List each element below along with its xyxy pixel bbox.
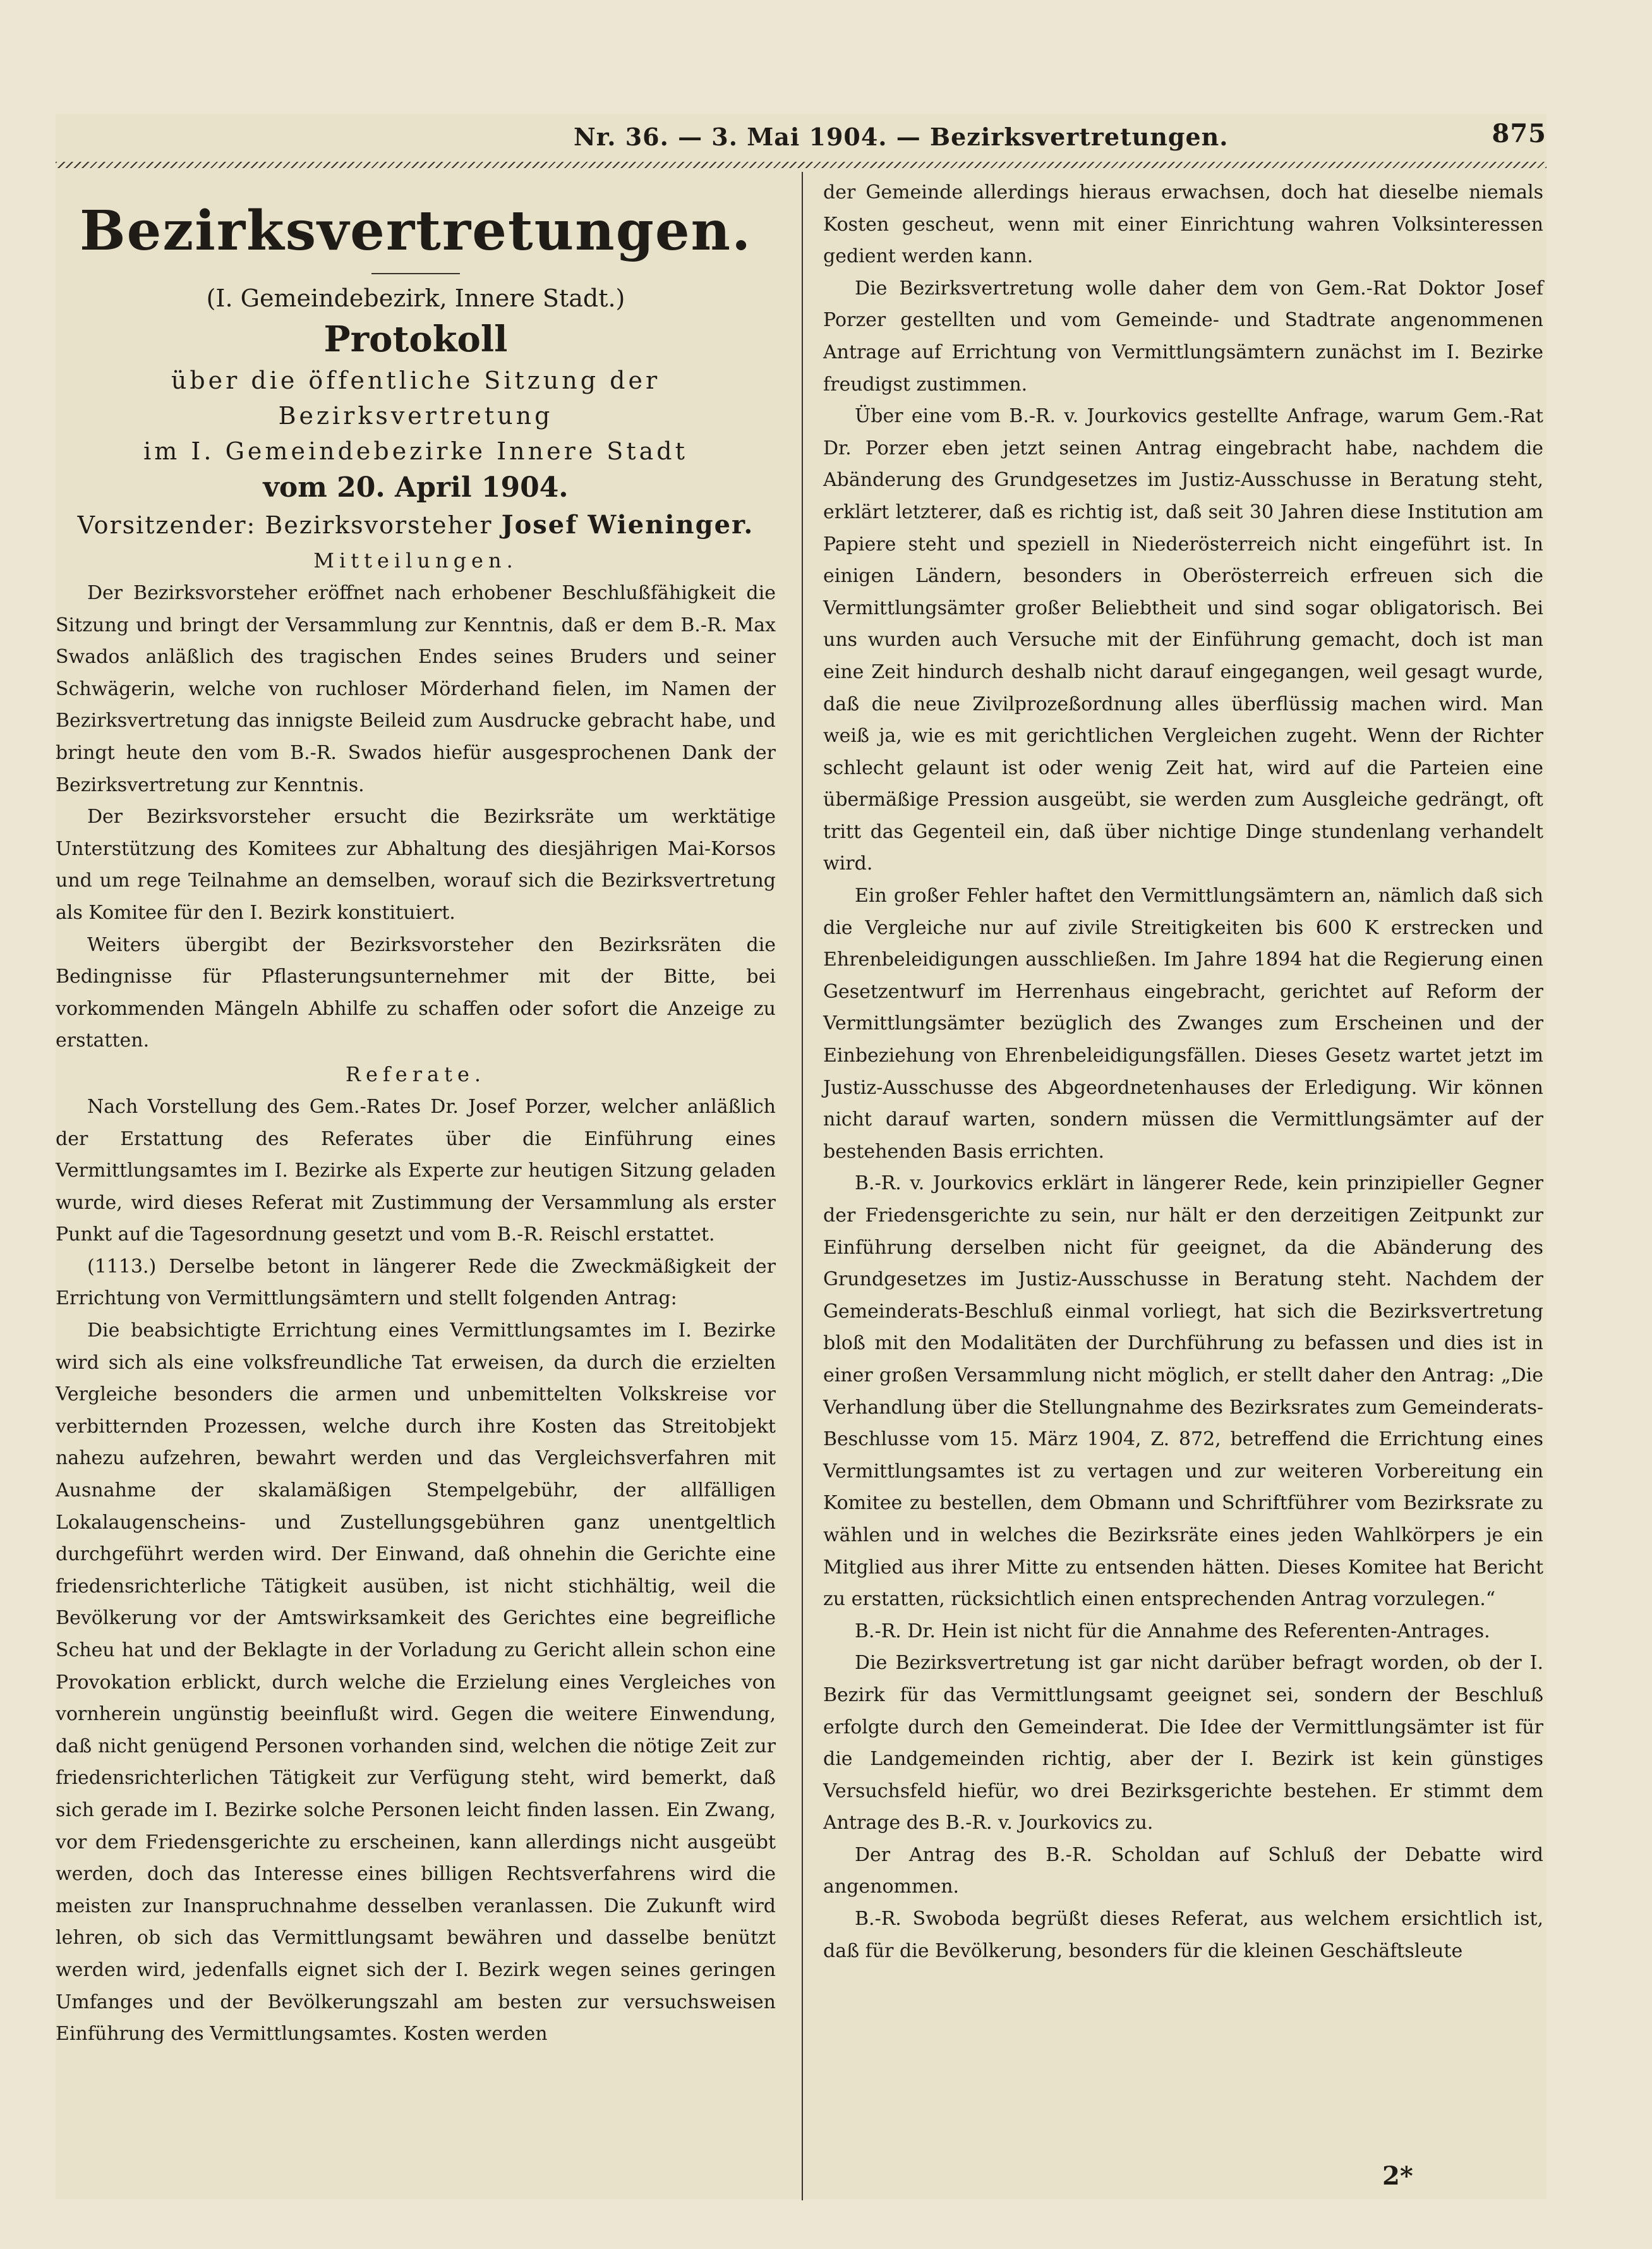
right-paragraph-8: Der Antrag des B.-R. Scholdan auf Schluß der Debatte wird angenommen. xyxy=(823,1843,1543,1898)
left-paragraph-3: Weiters übergibt der Bezirksvorsteher den Bezirksräten die Bedingnisse für Pflasterungsunternehmer mit der Bitte, bei vorkommenden Mängeln Abhilfe zu schaffen oder sofort die Anzeige zu erstatten. xyxy=(56,933,776,1052)
chair-label: Vorsitzender: Bezirksvorsteher xyxy=(77,511,493,539)
right-paragraph-4: Ein großer Fehler haftet den Vermittlungsämtern an, nämlich daß sich die Vergleiche nur auf zivile Streitigkeiten bis 600 K erstrecken und Ehrenbeleidigungen ausschließen. Im Jahre 1894 hat die Regierung einen Gesetzentwurf im Herrenhaus eingebracht, gerichtet auf Reform der Vermittlungsämter bezüglich des Zwanges zum Erscheinen und der Einbeziehung von Ehrenbeleidigungsfällen. Dieses Gesetz wartet jetzt im Justiz-Ausschusse des Abgeordnetenhauses der Erledigung. Wir können nicht darauf warten, sondern müssen die Vermittlungsämter auf der bestehenden Basis errichten. xyxy=(823,885,1543,1163)
left-paragraph-2: Der Bezirksvorsteher ersucht die Bezirksräte um werktätige Unterstützung des Komitees zur Abhaltung des diesjährigen Mai-Korsos und um rege Teilnahme an demselben, worauf sich die Bezirksvertretung als Komitee für den I. Bezirk konstituiert. xyxy=(56,806,776,924)
left-paragraph-1: Der Bezirksvorsteher eröffnet nach erhobener Beschlußfähigkeit die Sitzung und bringt der Versammlung zur Kenntnis, daß er dem B.-R. Max Swados anläßlich des tragischen Endes seines Bruders und seiner Schwägerin, welche von ruchloser Mörderhand fielen, im Namen der Bezirksvertretung das innigste Beileid zum Ausdrucke gebracht habe, und bringt heute den vom B.-R. Swados hiefür ausgesprochenen Dank der Bezirksvertretung zur Kenntnis. xyxy=(56,582,776,796)
right-paragraph-2: Die Bezirksvertretung wolle daher dem von Gem.-Rat Doktor Josef Porzer gestellten und vom Gemeinde- und Stadtrate angenommenen Antrage auf Errichtung von Vermittlungsämtern zunächst im I. Bezirke freudigst zustimmen. xyxy=(823,277,1543,396)
column-divider xyxy=(802,172,803,2200)
newspaper-page xyxy=(56,114,1546,2199)
page-number: 875 xyxy=(1492,119,1546,149)
right-paragraph-3: Über eine vom B.-R. v. Jourkovics gestellte Anfrage, warum Gem.-Rat Dr. Porzer eben jetzt seinen Antrag eingebracht habe, nachdem die Abänderung des Grundgesetzes im Justiz-Ausschusse in Beratung steht, erklärt letzterer, daß es richtig ist, daß seit 30 Jahren diese Institution am Papiere steht und speziell in Niederösterreich nicht eingeführt ist. In einigen Ländern, besonders in Oberösterreich erfreuen sich die Vermittlungsämter großer Beliebtheit und sind sogar obligatorisch. Bei uns wurden auch Versuche mit der Einführung gemacht, doch ist man eine Zeit hindurch deshalb nicht darauf eingegangen, weil gesagt wurde, daß die neue Zivilprozeßordnung alles überflüssig machen wird. Man weiß ja, wie es mit gerichtlichen Vergleichen zugeht. Wenn der Richter schlecht gelaunt ist oder wenig Zeit hat, wird auf die Parteien eine übermäßige Pression ausgeübt, sie werden zum Ausgleiche gedrängt, oft tritt das Gegenteil ein, daß über nichtige Dinge stundenlang verhandelt wird. xyxy=(823,405,1543,875)
left-column xyxy=(56,177,776,2051)
session-date: vom 20. April 1904. xyxy=(263,471,569,504)
protokoll-heading: Protokoll xyxy=(323,318,508,360)
left-paragraph-5: (1113.) Derselbe betont in längerer Rede die Zweckmäßigkeit der Errichtung von Vermittlungsämtern und stellt folgenden Antrag: xyxy=(56,1255,776,1310)
about-line-1: über die öffentliche Sitzung der Bezirksvertretung xyxy=(171,367,661,430)
chair-line xyxy=(56,507,776,543)
running-head-text: Nr. 36. — 3. Mai 1904. — Bezirksvertretungen. xyxy=(574,123,1229,151)
title-rule xyxy=(371,273,460,274)
right-paragraph-6: B.-R. Dr. Hein ist nicht für die Annahme des Referenten-Antrages. xyxy=(855,1620,1490,1642)
header-wavy-rule xyxy=(56,162,1546,168)
left-paragraph-6: Die beabsichtigte Errichtung eines Vermittlungsamtes im I. Bezirke wird sich als eine volksfreundliche Tat erweisen, da durch die erzielten Vergleiche besonders die armen und unbemittelten Volkskreise vor verbitternden Prozessen, welche durch ihre Kosten das Streitobjekt nahezu aufzehren, bewahrt werden und das Vergleichsverfahren mit Ausnahme der skalamäßigen Stempelgebühr, der allfälligen Lokalaugenscheins- und Zustellungsgebühren ganz unentgeltlich durchgeführt werden wird. Der Einwand, daß ohnehin die Gerichte eine friedensrichterliche Tätigkeit ausüben, ist nicht stichhältig, weil die Bevölkerung vor der Amtswirksamkeit des Gerichtes eine begreifliche Scheu hat und der Beklagte in der Vorladung zu Gericht allein schon eine Provokation erblickt, durch welche die Erzielung eines Vergleiches von vornherein ungünstig beeinflußt wird. Gegen die weitere Einwendung, daß nicht genügend Personen vorhanden sind, welchen die nötige Zeit zur friedensrichterlichen Tätigkeit zur Verfügung steht, wird bemerkt, daß sich gerade im I. Bezirke solche Personen leicht finden lassen. Ein Zwang, vor dem Friedensgerichte zu erscheinen, kann allerdings nicht ausgeübt werden, doch das Interesse eines billigen Rechtsverfahrens wird die meisten zur Inanspruchnahme desselben veranlassen. Die Zukunft wird lehren, ob sich das Vermittlungsamt bewähren und dasselbe benützt werden wird, jedenfalls eignet sich der I. Bezirk wegen seines geringen Umfanges und der Bevölkerungszahl am besten zur versuchsweisen Einführung des Vermittlungsamtes. Kosten werden xyxy=(56,1319,776,2046)
chair-name: Josef Wieninger. xyxy=(501,510,754,540)
section-title: Bezirksvertretungen. xyxy=(79,199,752,263)
district-subheading: (I. Gemeindebezirk, Innere Stadt.) xyxy=(206,284,625,312)
running-head xyxy=(574,114,1546,158)
mitteilungen-heading: Mitteilungen. xyxy=(313,549,518,573)
right-paragraph-7: Die Bezirksvertretung ist gar nicht darüber befragt worden, ob der I. Bezirk für das Vermittlungsamt geeignet sei, sondern der Beschluß erfolgte durch den Gemeinderat. Die Idee der Vermittlungsämter ist für die Landgemeinden richtig, aber der I. Bezirk ist kein günstiges Versuchsfeld hiefür, wo drei Bezirksgerichte bestehen. Er stimmt dem Antrage des B.-R. v. Jourkovics zu. xyxy=(823,1652,1543,1834)
right-column xyxy=(823,177,1543,1967)
signature-mark: 2* xyxy=(1382,2161,1413,2191)
about-line-2: im I. Gemeindebezirke Innere Stadt xyxy=(143,437,688,465)
right-paragraph-5: B.-R. v. Jourkovics erklärt in längerer Rede, kein prinzipieller Gegner der Friedensgerichte zu sein, nur hält er den derzeitigen Zeitpunkt zur Einführung derselben nicht für geeignet, da die Abänderung des Grundgesetzes im Justiz-Ausschusse in Beratung steht. Nachdem der Gemeinderats-Beschluß einmal vorliegt, hat sich die Bezirksvertretung bloß mit den Modalitäten der Durchführung zu befassen und dies ist in einer großen Versammlung nicht möglich, er stellt daher den Antrag: „Die Verhandlung über die Stellungnahme des Bezirksrates zum Gemeinderats-Beschlusse vom 15. März 1904, Z. 872, betreffend die Errichtung eines Vermittlungsamtes ist zu vertagen und zur weiteren Vorbereitung ein Komitee zu bestellen, dem Obmann und Schriftführer vom Bezirksrate zu wählen und in welches die Bezirksräte eines jeden Wahlkörpers je ein Mitglied aus ihrer Mitte zu entsenden hätten. Dieses Komitee hat Bericht zu erstatten, rücksichtlich einen entsprechenden Antrag vorzulegen.“ xyxy=(823,1172,1543,1611)
right-paragraph-9: B.-R. Swoboda begrüßt dieses Referat, aus welchem ersichtlich ist, daß für die Bevölkerung, besonders für die kleinen Geschäftsleute xyxy=(823,1908,1543,1962)
right-paragraph-1: der Gemeinde allerdings hieraus erwachsen, doch hat dieselbe niemals Kosten gescheut, wenn mit einer Einrichtung wahren Volksinteressen gedient werden kann. xyxy=(823,181,1543,268)
referate-heading: Referate. xyxy=(345,1062,486,1086)
left-paragraph-4: Nach Vorstellung des Gem.-Rates Dr. Josef Porzer, welcher anläßlich der Erstattung des Referates über die Einführung eines Vermittlungsamtes im I. Bezirke als Experte zur heutigen Sitzung geladen wurde, wird dieses Referat mit Zustimmung der Versammlung als erster Punkt auf die Tagesordnung gesetzt und vom B.-R. Reischl erstattet. xyxy=(56,1095,776,1246)
